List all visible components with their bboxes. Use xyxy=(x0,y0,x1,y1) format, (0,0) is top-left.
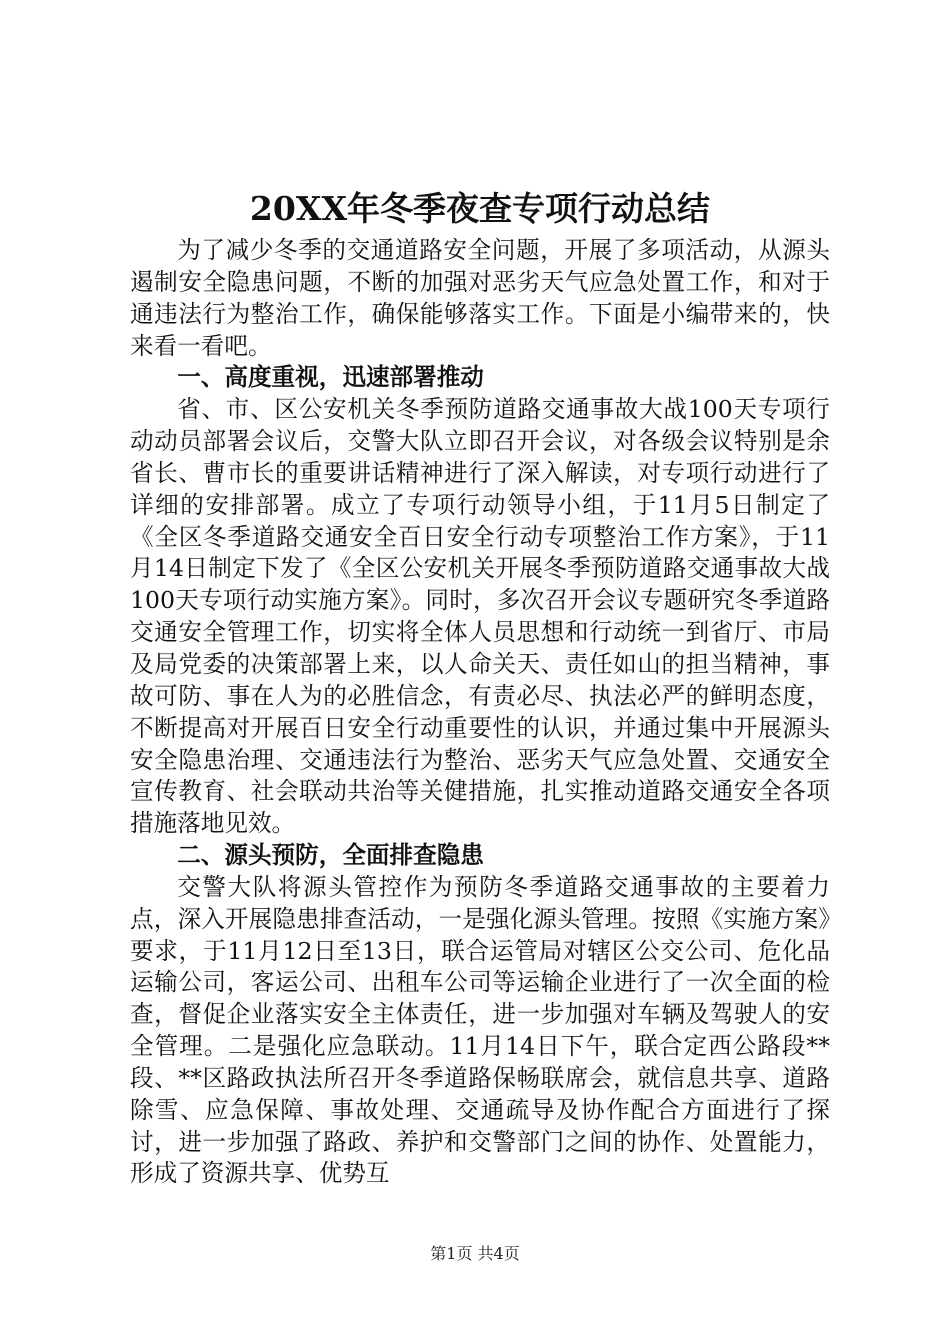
section-heading-2: 二、源头预防，全面排查隐患 xyxy=(177,841,484,870)
section-heading-1: 一、高度重视，迅速部署推动 xyxy=(177,363,484,392)
document-page xyxy=(130,186,830,1190)
intro-paragraph: 为了减少冬季的交通道路安全问题，开展了多项活动，从源头遏制安全隐患问题，不断的加强对恶劣天气应急处置工作，和对于通违法行为整治工作，确保能够落实工作。下面是小编带来的，快来看一看吧。 xyxy=(130,236,830,360)
document-title: 20XX年冬季夜查专项行动总结 xyxy=(249,189,711,228)
section-body-1: 省、市、区公安机关冬季预防道路交通事故大战100天专项行动动员部署会议后，交警大队立即召开会议，对各级会议特别是余省长、曹市长的重要讲话精神进行了深入解读，对专项行动进行了详细的安排部署。成立了专项行动领导小组，于11月5日制定了《全区冬季道路交通安全百日安全行动专项整治工作方案》，于11月14日制定下发了《全区公安机关开展冬季预防道路交通事故大战100天专项行动实施方案》。同时，多次召开会议专题研究冬季道路交通安全管理工作，切实将全体人员思想和行动统一到省厅、市局及局党委的决策部署上来，以人命关天、责任如山的担当精神，事故可防、事在人为的必胜信念，有责必尽、执法必严的鲜明态度，不断提高对开展百日安全行动重要性的认识，并通过集中开展源头安全隐患治理、交通违法行为整治、恶劣天气应急处置、交通安全宣传教育、社会联动共治等关健措施，扎实推动道路交通安全各项措施落地见效。 xyxy=(130,395,830,838)
page-footer: 第1页 共4页 xyxy=(430,1244,520,1263)
section-body-2: 交警大队将源头管控作为预防冬季道路交通事故的主要着力点，深入开展隐患排查活动，一是强化源头管理。按照《实施方案》要求，于11月12日至13日，联合运管局对辖区公交公司、危化品运输公司，客运公司、出租车公司等运输企业进行了一次全面的检查，督促企业落实安全主体责任，进一步加强对车辆及驾驶人的安全管理。二是强化应急联动。11月14日下午，联合定西公路段**段、**区路政执法所召开冬季道路保畅联席会，就信息共享、道路除雪、应急保障、事故处理、交通疏导及协作配合方面进行了探讨，进一步加强了路政、养护和交警部门之间的协作、处置能力，形成了资源共享、优势互 xyxy=(130,872,830,1188)
